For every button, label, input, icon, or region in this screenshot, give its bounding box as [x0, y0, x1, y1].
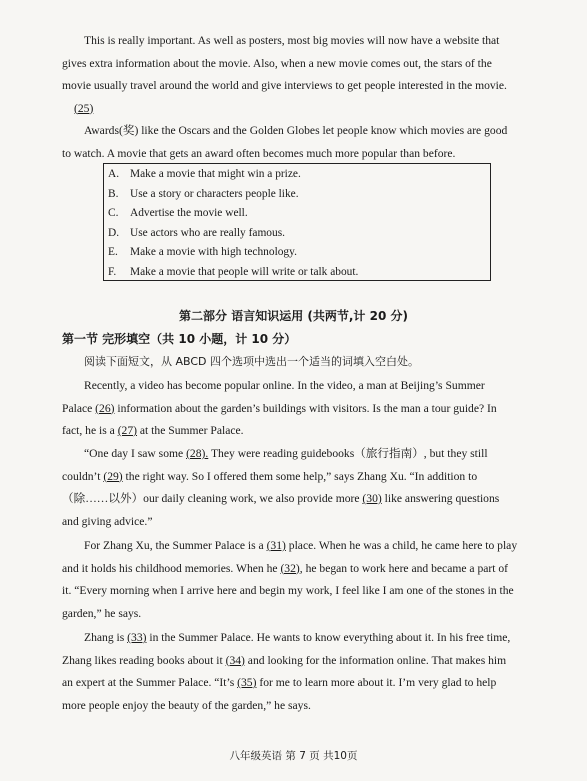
- blank-31: (31): [266, 539, 286, 552]
- options-box: [103, 163, 491, 281]
- blank-34: (34): [225, 653, 245, 667]
- paragraph-expert: Zhang is (33) in the Summer Palace. He wants to know everything about it. In his free time, Zhang likes reading books about it (34) and looking for the information online. That makes him an expert at the Summer Palace. “It’s (35) for me to learn more about it. I’m very glad to help more people enjoy the beauty of the garden,” he says.: [62, 631, 511, 712]
- option-c: C. Advertise the movie well.: [108, 207, 248, 219]
- paragraph-posters: This is really important. As well as posters, most big movies will now have a website that gives extra information about the movie. Also, when a new movie comes out, the stars of the movie usually travel around the world and give interviews to get people interested in the movie. (25): [62, 34, 507, 115]
- paragraph-video: Recently, a video has become popular online. In the video, a man at Beijing’s Summer Palace (26) information about the garden’s buildings with visitors. Is the man a tour guide? In fact, he is a (27) at the Summer Palace.: [62, 379, 497, 437]
- blank-26: (26): [95, 401, 115, 415]
- option-b: B. Use a story or characters people like.: [108, 187, 299, 200]
- blank-28: (28).: [186, 447, 209, 460]
- option-a: A. Make a movie that might win a prize.: [108, 168, 301, 180]
- blank-35: (35): [237, 676, 257, 689]
- blank-33: (33): [127, 631, 147, 644]
- blank-29: (29): [103, 469, 123, 483]
- subsection-title: 第一节 完形填空（共 10 小题，计 10 分）: [62, 332, 297, 346]
- section-title: 第二部分 语言知识运用 (共两节,计 20 分): [179, 309, 408, 323]
- paragraph-awards: Awards(奖) like the Oscars and the Golden Globes let people know which movies are good to watch. A movie that gets an award often becomes much more popular than before.: [62, 124, 508, 160]
- blank-27: (27): [117, 424, 138, 437]
- blank-30: (30): [362, 492, 382, 505]
- blank-25: (25): [74, 101, 94, 115]
- paragraph-guidebooks: “One day I saw some (28). They were reading guidebooks（旅行指南）, but they still couldn’t (29) the right way. So I offered them some help,” says Zhang Xu. “In addition to （除……以外）our daily cleaning work, we also provide more (30) like answering questions and giving advice.”: [62, 447, 500, 528]
- instructions: 阅读下面短文，从 ABCD 四个选项中选出一个适当的词填入空白处。: [84, 355, 420, 368]
- paragraph-memories: For Zhang Xu, the Summer Palace is a (31) place. When he was a child, he came here to play and it holds his childhood memories. When he (32), he began to work here and became a part of it. “Every morning when I arrive here and begin my work, I feel like I am one of the stones in the garden,” he says.: [62, 539, 518, 620]
- page-footer: 八年级英语 第 7 页 共10页: [229, 750, 358, 762]
- blank-32: (32): [280, 561, 300, 575]
- option-f: F. Make a movie that people will write or talk about.: [108, 265, 359, 278]
- option-e: E. Make a movie with high technology.: [108, 246, 297, 258]
- option-d: D. Use actors who are really famous.: [108, 226, 285, 239]
